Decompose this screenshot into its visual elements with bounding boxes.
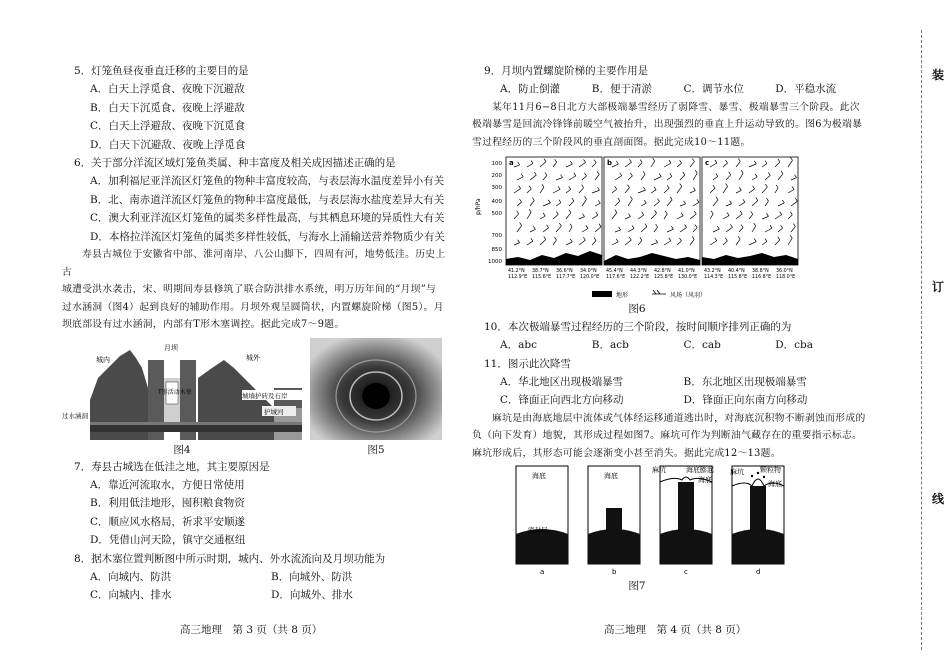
fig7-panel-label: d	[756, 568, 761, 576]
figures-4-5	[62, 338, 452, 456]
passage-line: 寿县古城位于安徽省中部、淮河南岸、八公山脚下，四周有河，地势低洼。历史上古	[62, 249, 446, 278]
fig4-label-plug: T形活动木塞	[158, 388, 192, 396]
q11-stem: 11．图示此次降雪	[484, 357, 571, 370]
binding-mark-zhuang: 装	[931, 68, 944, 82]
right-column	[472, 62, 867, 593]
fig6-xtick-lon: 122.2°E	[630, 275, 650, 280]
footer-page-4: 高三地理 第 4 页（共 8 页）	[604, 624, 747, 636]
q10-stem: 10．本次极端暴雪过程经历的三个阶段，按时间顺序排列正确的为	[484, 321, 792, 333]
passage-line: 雪过程经历的三个阶段风的垂直剖面图。据此完成10～11题。	[472, 136, 751, 148]
fig6-xtick-lon: 116.8°E	[752, 275, 772, 280]
q8-option-c: C．向城内、排水	[90, 589, 172, 601]
q11-option-d: D．锋面正向东南方向移动	[683, 394, 808, 406]
fig7-panel-b	[588, 466, 640, 576]
figure-6-caption: 图6	[628, 303, 646, 315]
fig6-xtick-lat: 45.4°N	[606, 269, 623, 274]
fig6-xtick-lon: 115.8°E	[728, 275, 748, 280]
q10-option-d: D．cba	[775, 339, 814, 351]
figure-4-caption: 图4	[173, 443, 191, 456]
footer-page-3: 高三地理 第 3 页（共 8 页）	[180, 624, 323, 636]
q10-option-a: A．abc	[500, 339, 537, 351]
fig6-xtick-lat: 38.7°N	[532, 269, 549, 274]
fig7-label-pit: 麻坑	[730, 468, 744, 476]
fig6-panel-label: c	[705, 159, 710, 167]
fig6-xtick-lon: 130.0°E	[678, 275, 698, 280]
fig6-xtick-lat: 38.8°N	[752, 269, 769, 274]
q5-option-b: B．白天下沉觅食、夜晚上浮避敌	[90, 101, 245, 114]
q8-options	[90, 568, 452, 605]
fig6-xtick-lon: 117.7°E	[556, 275, 576, 280]
figure-4	[62, 338, 302, 440]
fig6-ytick: 1000	[488, 259, 502, 265]
q11-option-c: C．锋面正向西北方向移动	[500, 394, 624, 406]
q5-option-d: D．白天下沉避敌、夜晚上浮觅食	[90, 138, 246, 151]
fig6-ytick: 700	[491, 233, 502, 239]
passage-line: 城遭受洪水袭击，宋、明期间寿县修筑了联合防洪排水系统，明万历年间的“月坝”与	[62, 284, 437, 295]
binding-line	[921, 30, 922, 650]
fig6-panels	[506, 157, 798, 280]
passage-line: 麻坑是由海底地层中流体或气体经运移通道逃出时，对海底沉积物不断剥蚀而形成的	[492, 412, 866, 424]
fig6-ytick: 500	[491, 211, 502, 217]
fig7-panel-c	[652, 465, 714, 576]
passage-line: 某年11月6−8日北方大部极端暴雪经历了弱降雪、暴雪、极端暴雪三个阶段。此次	[492, 101, 860, 113]
figure-7	[506, 464, 806, 576]
fig6-panel-label: a	[509, 159, 514, 167]
q6-option-d: D．本格拉洋流区灯笼鱼的属类多样性较低，与海水上涌输送营养物质少有关	[90, 230, 445, 243]
left-column	[62, 62, 452, 605]
q11-option-b: B．东北地区出现极端暴雪	[683, 375, 807, 388]
fig7-panel-label: b	[612, 568, 617, 576]
figure-5-caption: 图5	[367, 443, 385, 456]
q10-options	[500, 336, 867, 355]
fig6-xtick-lon: 115.6°E	[532, 275, 552, 280]
fig4-label-culvert: 过水涵洞	[62, 411, 88, 420]
q10-option-b: B．acb	[591, 339, 629, 351]
fig6-xtick-lat: 34.0°N	[580, 269, 597, 274]
q9-option-b: B．便于清淤	[591, 83, 652, 95]
fig7-label-seafloor: 海底	[532, 472, 546, 480]
fig6-xtick-lat: 36.6°N	[556, 269, 573, 274]
q7-option-c: C．顺应风水格局，祈求平安顺遂	[90, 515, 246, 528]
q6-stem: 6．关于部分洋流区域灯笼鱼类属、种丰富度及相关成因描述正确的是	[74, 157, 396, 169]
fig7-label-particles: 颗粒物	[760, 466, 781, 474]
passage-line: 极端暴雪是回流冷锋锋前暖空气被抬升，出现强烈的垂直上升运动导致的。图6为极端暴	[472, 119, 863, 130]
fig6-yaxis-label: p/hPa	[475, 198, 482, 215]
q7-option-d: D．凭借山河天险，镇守交通枢纽	[90, 534, 246, 546]
fig4-label-yueba: 月坝	[164, 343, 178, 352]
fig6-xtick-lat: 41.0°N	[678, 269, 695, 274]
q9-stem: 9．月坝内置螺旋阶梯的主要作用是	[484, 65, 649, 77]
q7-option-a: A．靠近河流取水，方便日常使用	[90, 478, 245, 491]
fig6-ytick: 850	[491, 247, 502, 253]
passage-line: 负（向下发育）地貌，其形成过程如图7。麻坑可作为判断油气藏存在的重要指示标志。	[472, 430, 863, 441]
fig6-xtick-lon: 120.0°E	[580, 275, 600, 280]
q9-option-d: D．平稳水流	[775, 83, 837, 95]
fig7-label-cap: 密封层	[528, 526, 548, 534]
q11-options	[500, 373, 867, 410]
fig6-ytick: 300	[491, 185, 502, 191]
q8-stem: 8．据木塞位置判断图中所示时期，城内、外水流流向及月坝功能为	[74, 552, 386, 565]
q11-option-a: A．华北地区出现极端暴雪	[500, 375, 624, 388]
figure-7-caption: 图7	[628, 580, 646, 592]
q8-option-a: A．向城内、防洪	[90, 570, 172, 583]
fig6-xtick-lat: 40.4°N	[728, 269, 745, 274]
fig4-label-city-out: 城外	[246, 353, 260, 362]
fig4-label-city-in: 城内	[96, 355, 110, 364]
q8-option-b: B．向城外、防洪	[271, 570, 353, 583]
passage-line: 麻坑形成后，其形态可能会逐渐变小甚至消失。据此完成12～13题。	[472, 447, 781, 459]
fig6-xtick-lat: 36.0°N	[776, 269, 793, 274]
q7-stem: 7．寿县古城选在低洼之地，其主要原因是	[74, 460, 270, 473]
fig7-label-seafloor-d: 海底	[768, 480, 782, 488]
passage-line: 过水涵洞（图4）起到良好的辅助作用。月坝外观呈圆筒状，内置螺旋阶梯（图5）。月	[62, 301, 444, 313]
fig6-xtick-lon: 112.9°E	[508, 275, 528, 280]
fig7-label-seafloor: 海底	[604, 472, 618, 480]
figure-6	[472, 153, 802, 303]
q9-option-a: A．防止倒灌	[500, 83, 561, 95]
fig6-panel-b	[604, 157, 700, 280]
fig6-xtick-lon: 125.8°E	[654, 275, 674, 280]
fig6-panel-label: b	[607, 159, 613, 167]
q5-stem: 5．灯笼鱼昼夜垂直迁移的主要目的是	[74, 65, 249, 77]
fig7-label-seafloor-c: 海底	[698, 476, 712, 484]
fig6-xtick-lon: 114.3°E	[704, 275, 724, 280]
q5-option-c: C．白天上浮避敌、夜晚下沉觅食	[90, 120, 246, 132]
fig6-xtick-lat: 42.8°N	[654, 269, 671, 274]
fig6-ytick: 100	[491, 161, 502, 167]
fig6-xtick-lat: 41.2°N	[508, 269, 525, 274]
fig7-label-pit: 麻坑	[652, 466, 666, 474]
q9-option-c: C．调节水位	[683, 83, 745, 95]
fig6-legend-wind: 风场（风羽）	[670, 292, 707, 299]
fig6-xtick-lat: 43.2°N	[704, 269, 721, 274]
fig6-panel-c	[702, 157, 798, 280]
fig7-panel-label: a	[540, 568, 545, 576]
fig4-label-wall: 城墙护砖及石岸	[242, 391, 288, 400]
binding-mark-xian: 线	[931, 492, 944, 506]
q6-option-c: C．澳大利亚洋流区灯笼鱼的属类多样性最高，与其栖息环境的异质性大有关	[90, 212, 445, 224]
fig4-label-river: 护城河	[264, 407, 284, 416]
fig6-legend-terrain: 地形	[616, 292, 629, 299]
fig6-xtick-lon: 117.6°E	[606, 275, 626, 280]
q5-option-a: A．白天上浮觅食、夜晚下沉避敌	[90, 83, 245, 95]
fig7-panel-label: c	[684, 568, 688, 576]
fig6-panel-a	[506, 157, 602, 280]
fig7-panel-d	[730, 465, 784, 576]
fig6-ytick: 400	[491, 199, 502, 205]
fig6-xtick-lon: 118.0°E	[776, 275, 796, 280]
passage-line: 坝底部设有过水涵洞，内部有T形木塞调控。据此完成7～9题。	[62, 319, 345, 330]
figure-5-photo	[310, 338, 442, 440]
fig6-xtick-lat: 44.3°N	[630, 269, 647, 274]
q8-option-d: D．向城外、排水	[271, 589, 353, 601]
fig6-ytick: 200	[491, 173, 502, 179]
binding-mark-ding: 订	[931, 280, 944, 294]
fig7-label-bulge: 海底膨起	[686, 466, 714, 474]
q6-option-a: A．加利福尼亚洋流区灯笼鱼的物种丰富度较高，与表层海水温度差异小有关	[90, 175, 445, 187]
q6-option-b: B．北、南赤道洋流区灯笼鱼的物种丰富度最低，与表层海水盐度差异大有关	[90, 193, 445, 206]
q7-option-b: B．利用低洼地形，囤积粮食物资	[90, 497, 245, 509]
fig7-panel-a	[516, 466, 568, 576]
fig6-yticks	[488, 161, 502, 265]
q9-options	[500, 80, 867, 99]
q10-option-c: C．cab	[683, 339, 721, 351]
